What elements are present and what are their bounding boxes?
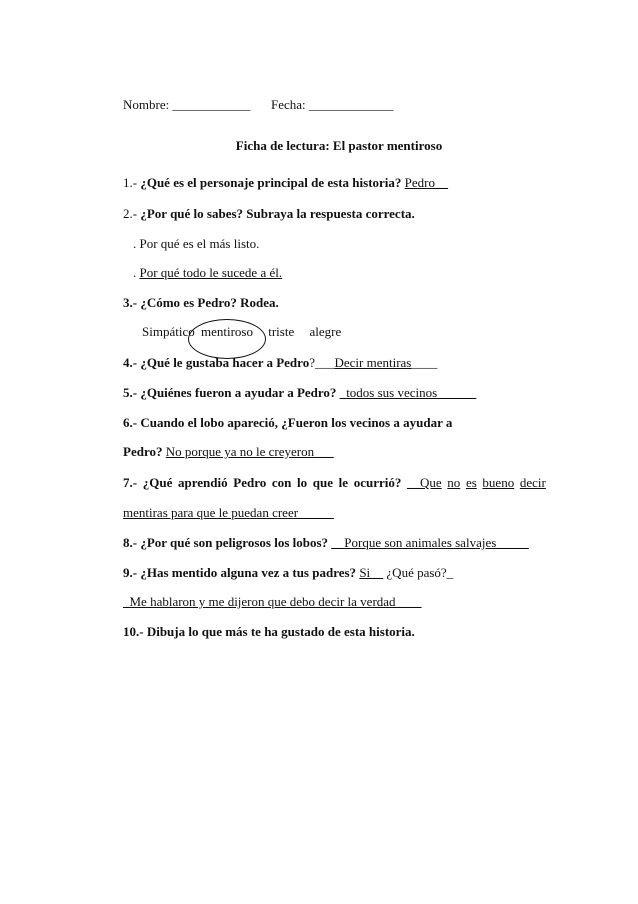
question-10: 10.- Dibuja lo que más te ha gustado de esta historia.: [123, 624, 415, 639]
question-4-tail: ____: [411, 355, 438, 370]
question-2: [123, 206, 415, 222]
option-mentiroso: mentiroso: [200, 324, 253, 339]
question-6-answer: No porque ya no le creyeron___: [165, 444, 334, 459]
question-6: 6.- Cuando el lobo apareció, ¿Fueron los vecinos a ayudar a: [123, 415, 453, 430]
question-2-number: 2.-: [123, 206, 141, 221]
question-1-answer: Pedro__: [404, 175, 449, 190]
worksheet-title: Ficha de lectura: El pastor mentiroso: [235, 138, 443, 153]
question-7-answer-word: decir: [519, 475, 546, 490]
question-4-answer: Decir mentiras: [334, 355, 412, 370]
question-4-after: ?___: [309, 355, 335, 370]
question-7-answer-continuation: mentiras para que le puedan creer _____: [123, 505, 334, 520]
question-5-answer: _todos sus vecinos______: [339, 385, 477, 400]
question-7-word: ocurrió?: [353, 475, 402, 490]
option-simpatico: Simpático: [142, 324, 195, 339]
question-7-word: aprendió: [178, 475, 228, 490]
question-9: [123, 565, 453, 581]
question-7-answer-word: es: [465, 475, 477, 490]
question-2-option-b: [133, 265, 282, 281]
option-alegre: alegre: [309, 324, 342, 339]
question-7-word: con: [271, 475, 292, 490]
question-7-word: ¿Qué: [142, 475, 173, 490]
question-1: [123, 175, 448, 191]
question-9-text: 9.- ¿Has mentido alguna vez a tus padres?: [123, 565, 360, 580]
question-1-text: ¿Qué es el personaje principal de esta historia?: [140, 175, 405, 190]
question-7-answer-word: __Que: [406, 475, 442, 490]
question-7-answer-word: no: [447, 475, 461, 490]
question-3-text: ¿Cómo es Pedro? Rodea.: [140, 295, 279, 310]
nombre-label: Nombre: ____________: [123, 97, 251, 112]
question-6-continuation: [123, 444, 334, 460]
fecha-label: Fecha: _____________: [270, 97, 394, 112]
question-2-option-b-prefix: .: [133, 265, 140, 280]
question-9-after: ¿Qué pasó?_: [383, 565, 454, 580]
question-7-word: 7.-: [123, 475, 138, 490]
question-6-text2: Pedro?: [123, 444, 166, 459]
question-8-text: 8.- ¿Por qué son peligrosos los lobos?: [123, 535, 332, 550]
option-triste: triste: [268, 324, 295, 339]
question-7-word: que: [312, 475, 334, 490]
answer-circle: [188, 319, 266, 359]
question-7-answer-word: bueno: [482, 475, 515, 490]
question-8-answer: __Porque son animales salvajes_____: [331, 535, 529, 550]
question-5: [123, 385, 476, 401]
question-2-text: ¿Por qué lo sabes? Subraya la respuesta correcta.: [140, 206, 415, 221]
question-7-word: le: [338, 475, 349, 490]
question-9-answer-continuation: _Me hablaron y me dijeron que debo decir la verdad____: [123, 594, 422, 609]
question-7-word: Pedro: [233, 475, 267, 490]
question-4-text: 4.- ¿Qué le gustaba hacer a Pedro: [123, 355, 310, 370]
question-4: [123, 355, 437, 371]
question-5-text: 5.- ¿Quiénes fueron a ayudar a Pedro?: [123, 385, 340, 400]
header-line: [123, 97, 393, 113]
question-1-number: 1.-: [123, 175, 141, 190]
question-7-word: lo: [297, 475, 308, 490]
question-3-number: 3.-: [123, 295, 141, 310]
question-2-option-b-text: Por qué todo le sucede a él.: [139, 265, 283, 280]
question-3: [123, 295, 279, 311]
question-7: [123, 475, 546, 491]
question-9-answer: Si__: [359, 565, 384, 580]
question-8: [123, 535, 529, 551]
question-2-option-a: . Por qué es el más listo.: [133, 236, 260, 251]
